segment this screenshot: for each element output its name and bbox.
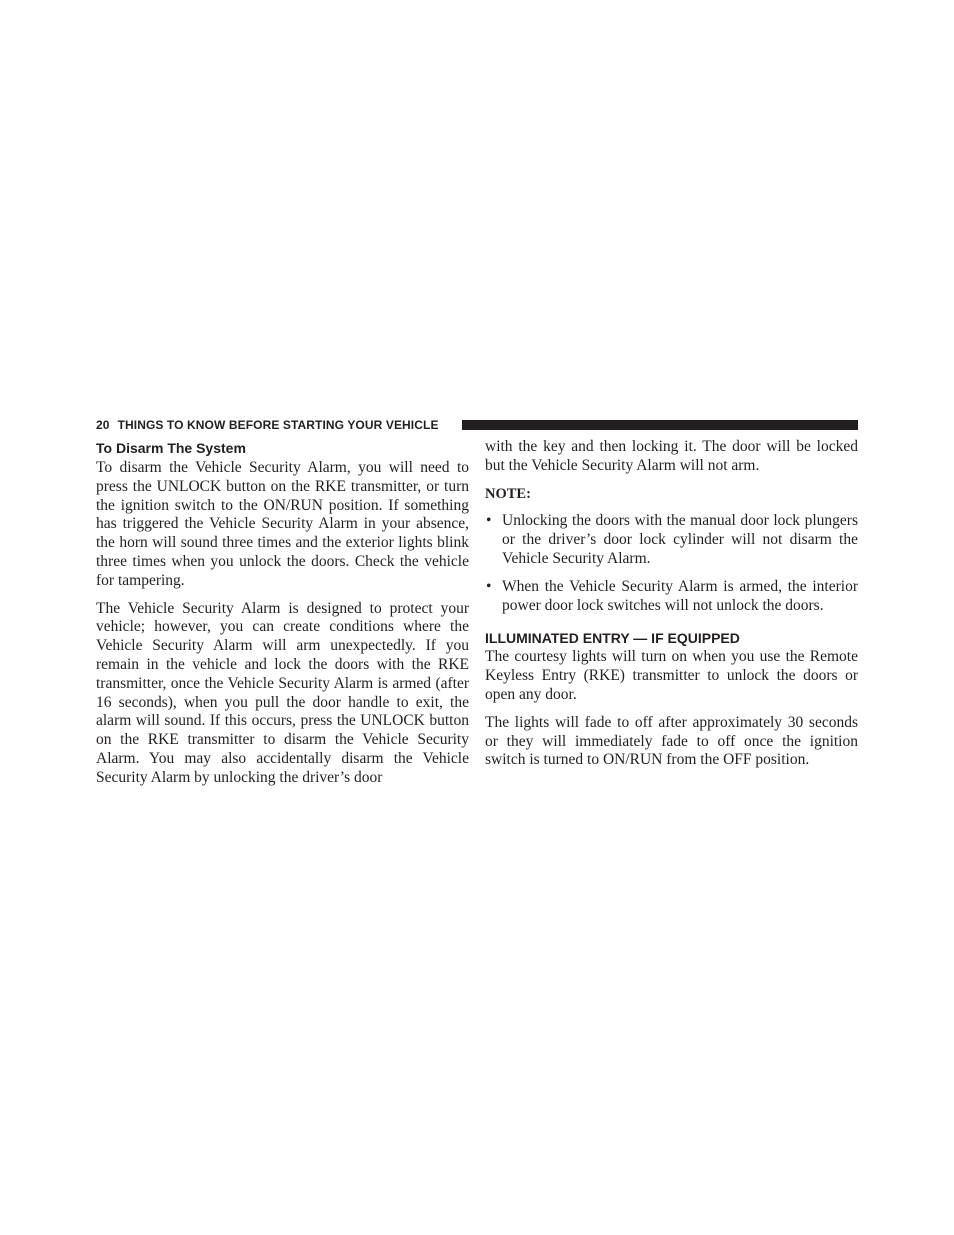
note-text: Unlocking the doors with the manual door lock plungers or the driver’s door lock cylinder will not disarm the Vehicle Security Alarm.	[502, 512, 858, 567]
body-paragraph: The Vehicle Security Alarm is designed to protect your vehicle; however, you can create conditions where the Vehicle Security Alarm will arm unexpectedly. If you remain in the vehicle and lock the doors with the RKE transmitter, once the Vehicle Security Alarm is armed (after 16 seconds), when you pull the door handle to exit, the alarm will sound. If this occurs, press the UNLOCK button on the RKE transmitter to disarm the Vehicle Security Alarm. You may also accidentally disarm the Vehicle Security Alarm by unlocking the driver’s door	[96, 599, 469, 786]
subhead-disarm-system: To Disarm The System	[96, 440, 246, 456]
left-column	[96, 438, 469, 797]
body-paragraph: The courtesy lights will turn on when you use the Remote Keyless Entry (RKE) transmitter to unlock the doors or open any door.	[485, 648, 858, 703]
bullet-icon: •	[486, 512, 492, 530]
note-list	[485, 512, 858, 615]
list-item	[485, 578, 858, 616]
continued-paragraph: with the key and then locking it. The door will be locked but the Vehicle Security Alarm will not arm.	[485, 438, 858, 474]
bullet-icon: •	[486, 577, 492, 595]
running-header	[96, 417, 858, 433]
note-label: NOTE:	[485, 485, 531, 502]
right-column	[485, 438, 858, 779]
body-paragraph: The lights will fade to off after approximately 30 seconds or they will immediately fade to off once the ignition switch is turned to ON/RUN from the OFF position.	[485, 713, 858, 769]
running-title: THINGS TO KNOW BEFORE STARTING YOUR VEHICLE	[117, 418, 439, 432]
header-rule-bar	[462, 420, 858, 430]
section-heading-illuminated-entry: ILLUMINATED ENTRY — IF EQUIPPED	[485, 630, 740, 647]
header-text	[96, 417, 439, 433]
note-text: When the Vehicle Security Alarm is armed, the interior power door lock switches will not unlock the doors.	[502, 577, 858, 614]
list-item	[485, 512, 858, 568]
body-paragraph: To disarm the Vehicle Security Alarm, you will need to press the UNLOCK button on the RKE transmitter, or turn the ignition switch to the ON/RUN position. If something has triggered the Vehicle Security Alarm in your absence, the horn will sound three times and the exterior lights blink three times when you unlock the doors. Check the vehicle for tampering.	[96, 459, 469, 589]
page-number: 20	[96, 418, 110, 432]
